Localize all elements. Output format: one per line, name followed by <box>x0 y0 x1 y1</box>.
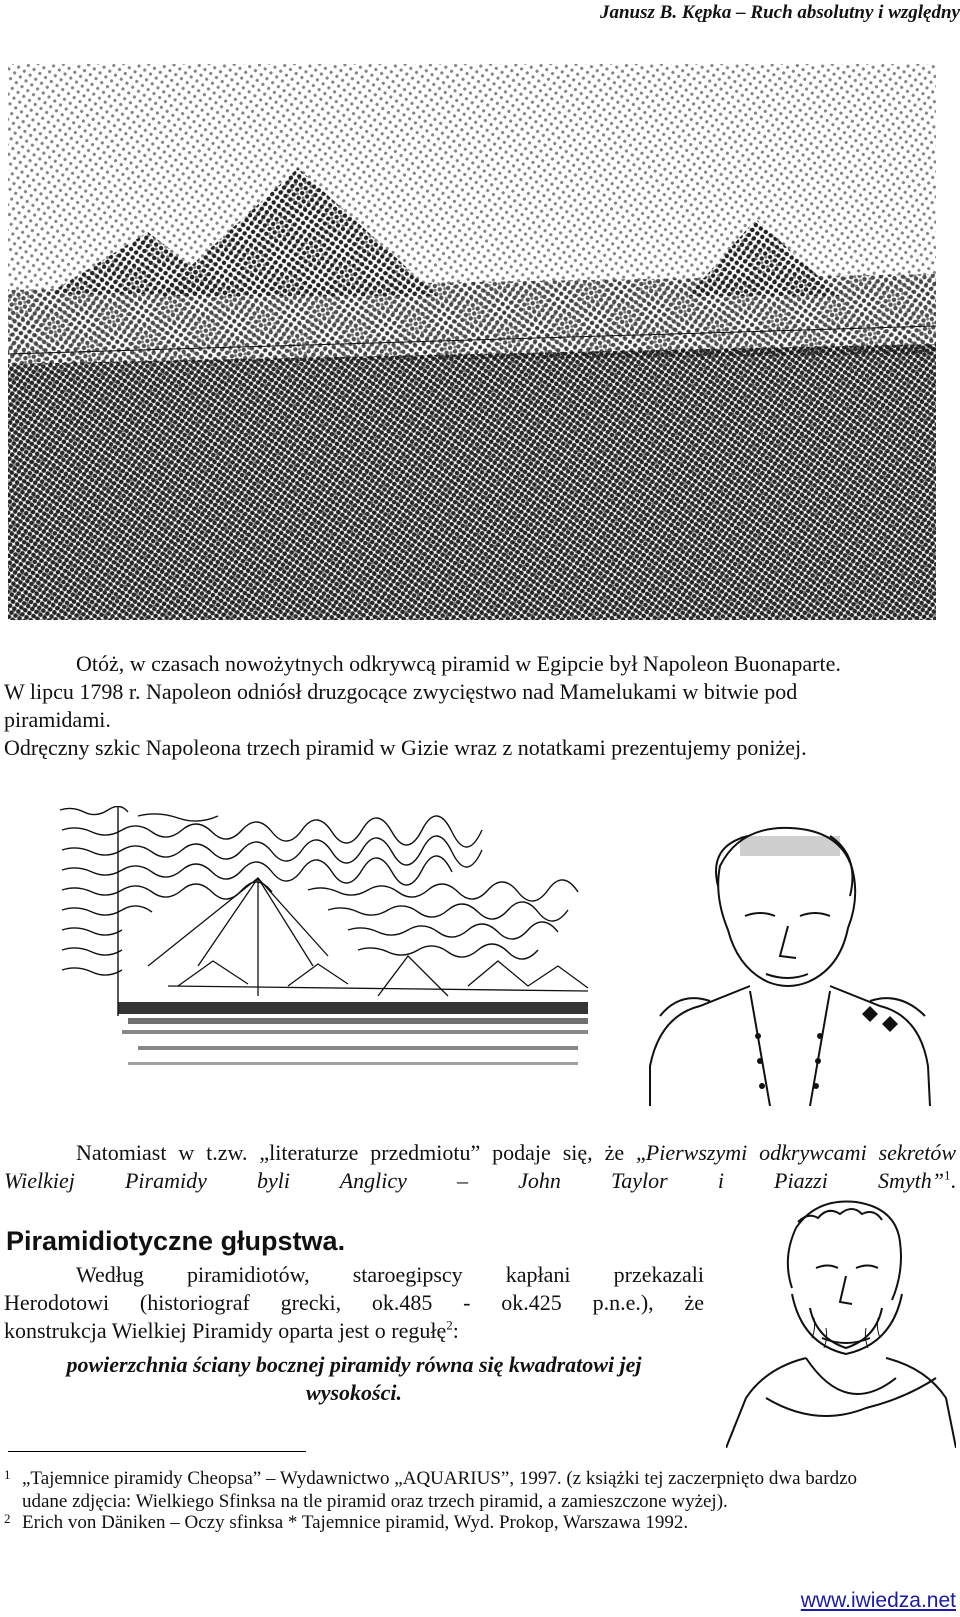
footnote-1-line-2: udane zdjęcia: Wielkiego Sfinksa na tle piramid oraz trzech piramid, a zamieszczone wyżej). <box>22 1491 728 1512</box>
site-link[interactable]: www.iwiedza.net <box>800 1589 956 1612</box>
header-author: Janusz B. Kępka <box>599 2 732 23</box>
page-header <box>600 2 960 24</box>
quote-close: ” <box>931 1168 944 1193</box>
literature-intro: Natomiast w t.zw. „literaturze przedmiotu” podaje się, że „ <box>76 1140 646 1165</box>
section-line-3-text: konstrukcja Wielkiej Piramidy oparta jest o regułę <box>4 1318 447 1343</box>
section-line-3-end: : <box>452 1318 459 1343</box>
footnote-ref-2[interactable]: 2 <box>446 1317 453 1333</box>
section-line-3 <box>4 1317 704 1345</box>
intro-line-4: Odręczny szkic Napoleona trzech piramid w Gizie wraz z notatkami prezentujemy poniżej. <box>4 735 807 760</box>
pyramids-photo <box>8 64 936 620</box>
footnote-2 <box>4 1511 954 1534</box>
footnote-1-line-1: „Tajemnice piramidy Cheopsa” – Wydawnictwo „AQUARIUS”, 1997. (z książki tej zaczerpnięto dwa bardzo <box>22 1468 857 1489</box>
footnote-2-number: 2 <box>4 1511 11 1526</box>
rule-line-2: wysokości. <box>306 1380 402 1405</box>
footnote-2-line-1: Erich von Däniken – Oczy sfinksa * Tajemnice piramid, Wyd. Prokop, Warszawa 1992. <box>22 1512 689 1533</box>
section-paragraph <box>4 1261 704 1345</box>
napoleon-sketch <box>48 806 608 1102</box>
intro-paragraph <box>4 650 934 762</box>
literature-paragraph <box>4 1139 956 1195</box>
section-title: Piramidiotyczne głupstwa. <box>6 1226 346 1256</box>
section-line-1: Według piramidiotów, staroegipscy kapłani przekazali <box>76 1262 704 1287</box>
napoleon-portrait <box>640 826 940 1106</box>
intro-line-1: Otóż, w czasach nowożytnych odkrywcą piramid w Egipcie był Napoleon Buonaparte. <box>76 651 841 676</box>
intro-line-3: piramidami. <box>4 707 111 732</box>
footnote-ref-1[interactable]: 1 <box>944 1167 951 1183</box>
footnote-divider <box>8 1451 306 1452</box>
section-line-2: Herodotowi (historiograf grecki, ok.485 - ok.425 p.n.e.), że <box>4 1290 704 1315</box>
sentence-end: . <box>950 1168 956 1193</box>
literature-quote: Pierwszymi odkrywcami sekretów Wielkiej Piramidy byli Anglicy – John Taylor i Piazzi Smyth <box>4 1140 956 1193</box>
herodotus-portrait <box>726 1198 956 1448</box>
footnote-1 <box>4 1467 954 1513</box>
rule-line-1: powierzchnia ściany bocznej piramidy równa się kwadratowi jej <box>66 1352 642 1377</box>
header-separator: – <box>736 2 746 23</box>
header-title: Ruch absolutny i względny <box>750 2 960 23</box>
intro-line-2: W lipcu 1798 r. Napoleon odniósł druzgocące zwycięstwo nad Mamelukami w bitwie pod <box>4 679 798 704</box>
footnote-1-number: 1 <box>4 1467 11 1482</box>
pyramid-rule <box>4 1351 704 1407</box>
